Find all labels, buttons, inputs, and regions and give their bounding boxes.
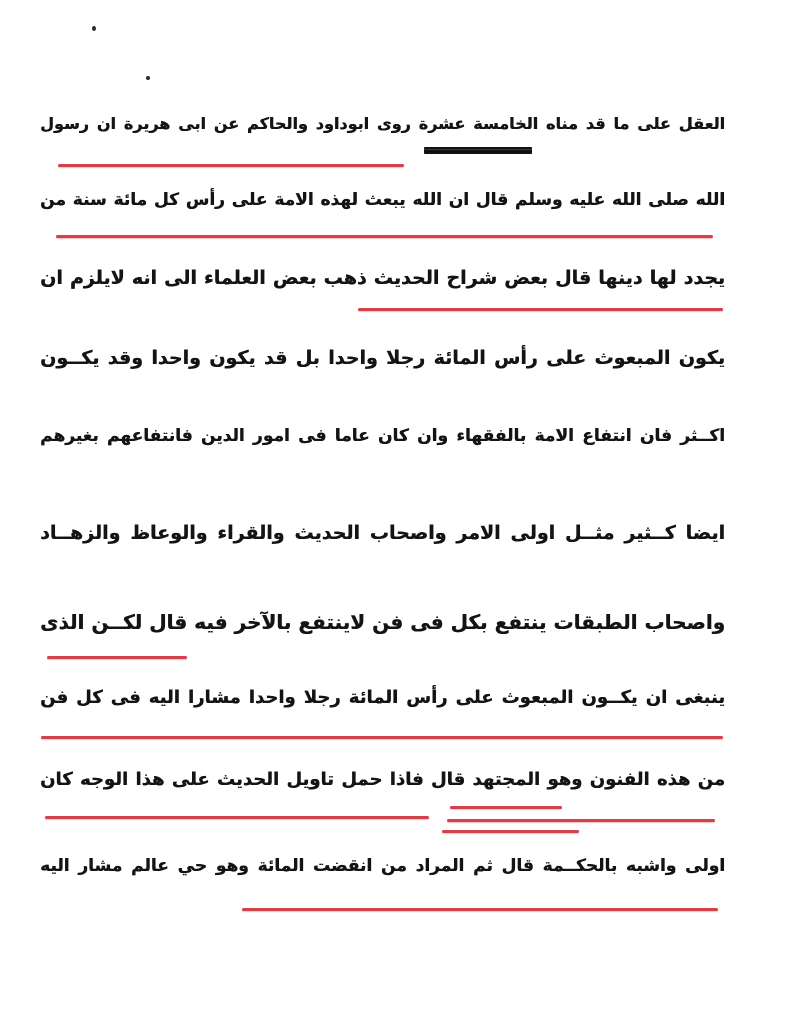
red-underline-mark-8: [45, 816, 429, 819]
red-underline-mark-6: [41, 736, 723, 739]
red-underline-mark-4: [358, 308, 723, 311]
red-underline-mark-2: [58, 164, 404, 167]
text-line-2: الله صلى الله عليه وسلم قال ان الله يبعث لهذه الامة على رأس كل مائة سنة من: [40, 190, 725, 210]
text-line-6: ايضا كــثير مثــل اولى الامر واصحاب الحديث والقراء والوعاظ والزهــاد: [40, 522, 725, 544]
red-underline-mark-10: [442, 830, 579, 833]
text-line-1: العقل على ما قد مناه الخامسة عشرة روى ابوداود والحاكم عن ابى هريرة ان رسول: [40, 114, 725, 133]
red-underline-mark-3: [56, 235, 713, 238]
text-line-5: اكــثر فان انتفاع الامة بالفقهاء وان كان عاما فى امور الدين فانتفاعهم بغيرهم: [40, 426, 725, 446]
text-line-8: ينبغى ان يكــون المبعوث على رأس المائة رجلا واحدا مشارا اليه فى كل فن: [40, 687, 725, 708]
red-underline-mark-5: [47, 656, 187, 659]
red-underline-mark-11: [242, 908, 718, 911]
text-line-9: من هذه الفنون وهو المجتهد قال فاذا حمل تاويل الحديث على هذا الوجه كان: [40, 769, 725, 790]
text-line-3: يجدد لها دينها قال بعض شراح الحديث ذهب بعض العلماء الى انه لايلزم ان: [40, 267, 725, 289]
red-underline-mark-9: [447, 819, 715, 822]
text-line-10: اولى واشبه بالحكــمة قال ثم المراد من انقضت المائة وهو حي عالم مشار اليه: [40, 856, 725, 876]
scan-speck-2: [146, 76, 150, 80]
text-line-7: واصحاب الطبقات ينتفع بكل فى فن لاينتفع بالآخر فيه قال لكــن الذى: [40, 610, 725, 634]
scan-speck-1: [92, 26, 96, 31]
text-line-4: يكون المبعوث على رأس المائة رجلا واحدا بل قد يكون واحدا وقد يكــون: [40, 347, 725, 369]
